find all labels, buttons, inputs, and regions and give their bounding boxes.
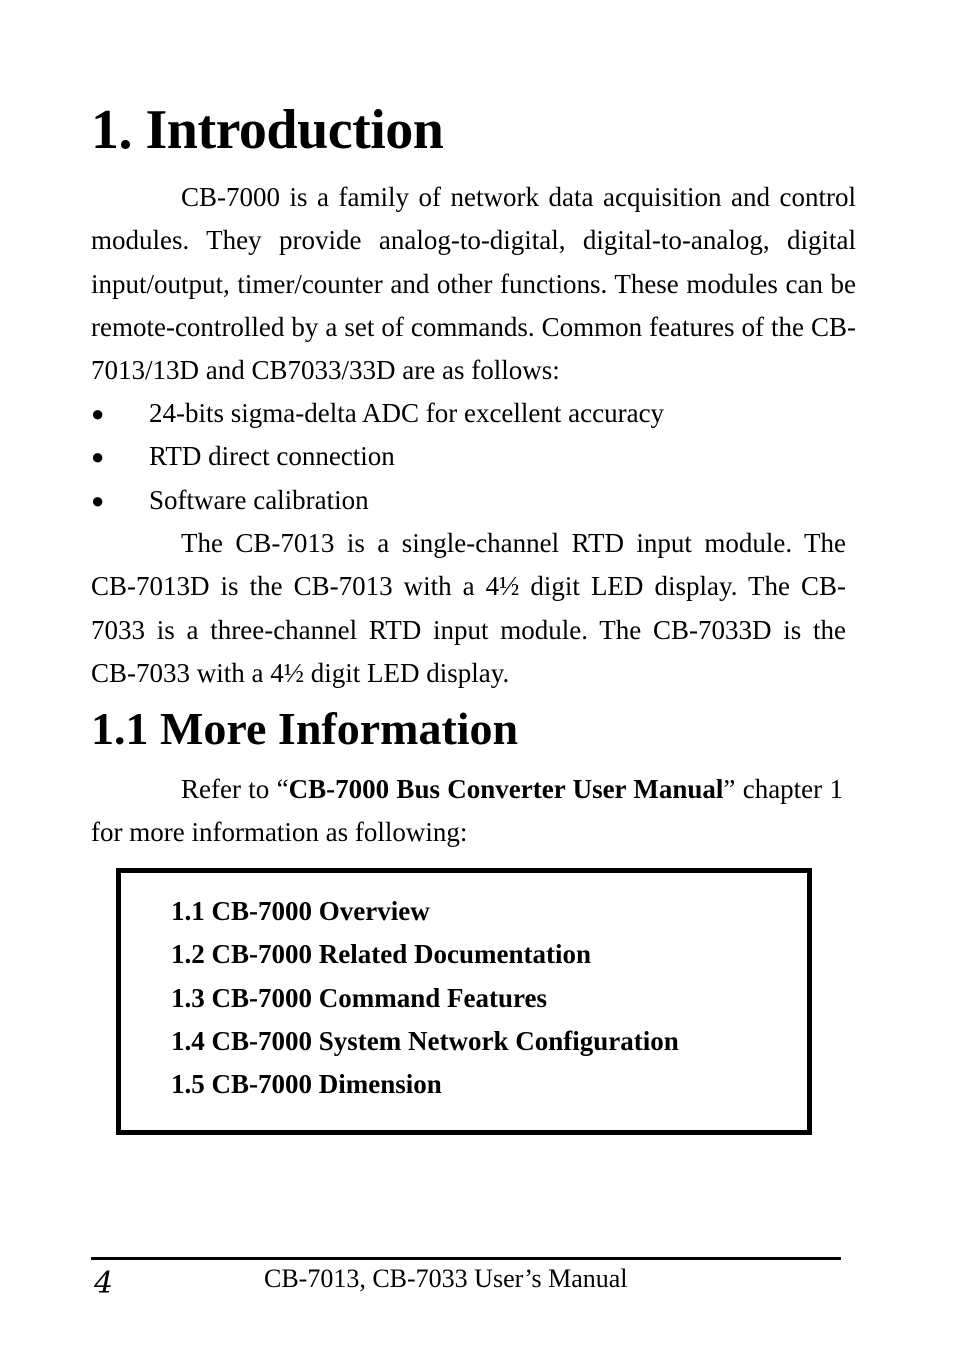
toc-item: 1.2 CB-7000 Related Documentation (171, 939, 591, 970)
list-item-text: 24-bits sigma-delta ADC for excellent accuracy (149, 398, 665, 428)
section-heading: 1.1 More Information (91, 703, 519, 754)
list-item (91, 392, 856, 435)
bullet-icon: ● (91, 444, 105, 470)
list-item (91, 479, 856, 522)
list-item-text: Software calibration (149, 484, 369, 515)
intro-paragraph (91, 176, 856, 392)
module-description-paragraph (91, 522, 846, 695)
bullet-icon: ● (91, 401, 105, 426)
module-description-text: The CB-7013 is a single-channel RTD input module. The CB-7013D is the CB-7013 with a 4½ digit LED display. The CB-7033 is a three-channel RTD input module. The CB-7033D is the CB-7033 with a 4½ digit LED display. (91, 528, 846, 688)
reference-text-before: Refer to “ (181, 774, 289, 804)
toc-item: 1.1 CB-7000 Overview (171, 896, 430, 926)
bullet-icon: ● (91, 487, 105, 513)
toc-box (116, 868, 812, 1135)
list-item-text: RTD direct connection (149, 441, 395, 472)
manual-title: CB-7000 Bus Converter User Manual (288, 774, 724, 804)
chapter-heading: 1. Introduction (91, 99, 444, 161)
reference-text-after: ” chapter 1 for more information as following: (91, 774, 843, 848)
toc-list (171, 890, 679, 1106)
list-item (91, 435, 856, 478)
footer-divider (91, 1257, 841, 1260)
intro-paragraph-text: CB-7000 is a family of network data acquisition and control modules. They provide analog-to-digital, digital-to-analog, digital input/output, timer/counter and other functions. These modules can be remote-controlled by a set of commands. Common features of the CB-7013/13D and CB7033/33D are as follows: (91, 182, 856, 386)
feature-list (91, 392, 856, 522)
footer-title: CB-7013, CB-7033 User’s Manual (264, 1264, 628, 1293)
toc-item: 1.4 CB-7000 System Network Configuration (171, 1025, 679, 1056)
toc-item: 1.5 CB-7000 Dimension (171, 1069, 442, 1100)
page-number: 4 (94, 1266, 114, 1301)
reference-paragraph (91, 768, 843, 855)
toc-item: 1.3 CB-7000 Command Features (171, 982, 547, 1013)
